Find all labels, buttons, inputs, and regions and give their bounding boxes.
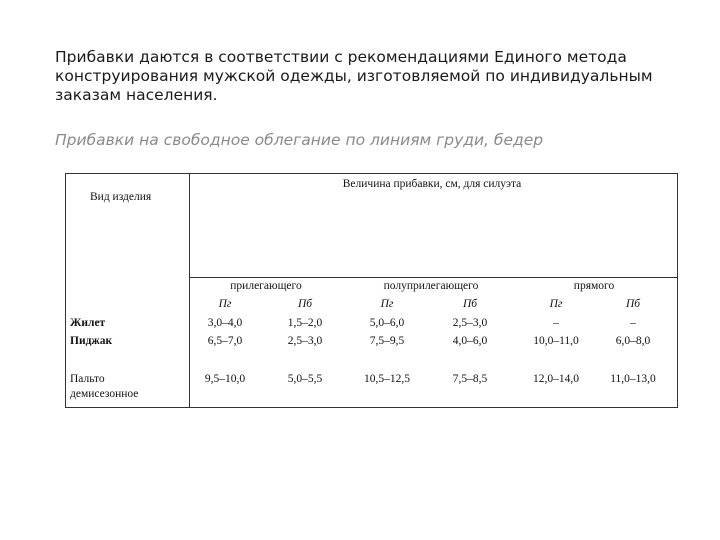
silhouette-straight: прямого (573, 280, 615, 292)
header-allowance-value: Величина прибавки, см, для силуэта (342, 178, 522, 190)
table-cell: 5,0–6,0 (369, 317, 405, 329)
table-cell: 6,0–8,0 (615, 335, 651, 347)
table-cell: 6,5–7,0 (207, 335, 243, 347)
table-cell: 2,5–3,0 (452, 317, 488, 329)
subheader-pb: Пб (625, 298, 641, 310)
table-cell: – (553, 317, 559, 329)
table-cell: 12,0–14,0 (533, 373, 579, 385)
subheader-pb: Пб (297, 298, 313, 310)
table-cell: 2,5–3,0 (287, 335, 323, 347)
table-cell: 11,0–13,0 (610, 373, 656, 385)
row-name-coat-line2: демисезонное (70, 388, 139, 400)
header-divider (189, 277, 677, 278)
table-cell: 7,5–8,5 (452, 373, 488, 385)
table-cell: 10,0–11,0 (533, 335, 579, 347)
intro-line-1: Прибавки даются в соответствии с рекомендациями Единого метода (55, 48, 627, 66)
subheader-pg: Пг (549, 298, 563, 310)
subheader-pg: Пг (380, 298, 394, 310)
table-cell: 5,0–5,5 (287, 373, 323, 385)
row-name-jacket: Пиджак (70, 335, 113, 347)
silhouette-semi-fitted: полуприлегающего (383, 280, 479, 292)
table-cell: – (630, 317, 636, 329)
row-name-coat: Пальто (70, 373, 105, 385)
column-divider (189, 174, 190, 407)
row-name-vest: Жилет (70, 317, 106, 329)
intro-line-2: конструирования мужской одежды, изготовляемой по индивидуальным (55, 67, 653, 85)
intro-paragraph (55, 48, 675, 105)
table-cell: 1,5–2,0 (287, 317, 323, 329)
subheader-pg: Пг (218, 298, 232, 310)
table-cell: 4,0–6,0 (452, 335, 488, 347)
allowance-table (65, 173, 678, 408)
header-item-type: Вид изделия (90, 191, 152, 203)
silhouette-fitted: прилегающего (230, 280, 302, 292)
table-subtitle: Прибавки на свободное облегание по линиям груди, бедер (55, 131, 544, 149)
intro-line-3: заказам населения. (55, 86, 218, 104)
table-cell: 10,5–12,5 (364, 373, 410, 385)
table-cell: 7,5–9,5 (369, 335, 405, 347)
table-cell: 3,0–4,0 (207, 317, 243, 329)
table-cell: 9,5–10,0 (204, 373, 246, 385)
subheader-pb: Пб (462, 298, 478, 310)
